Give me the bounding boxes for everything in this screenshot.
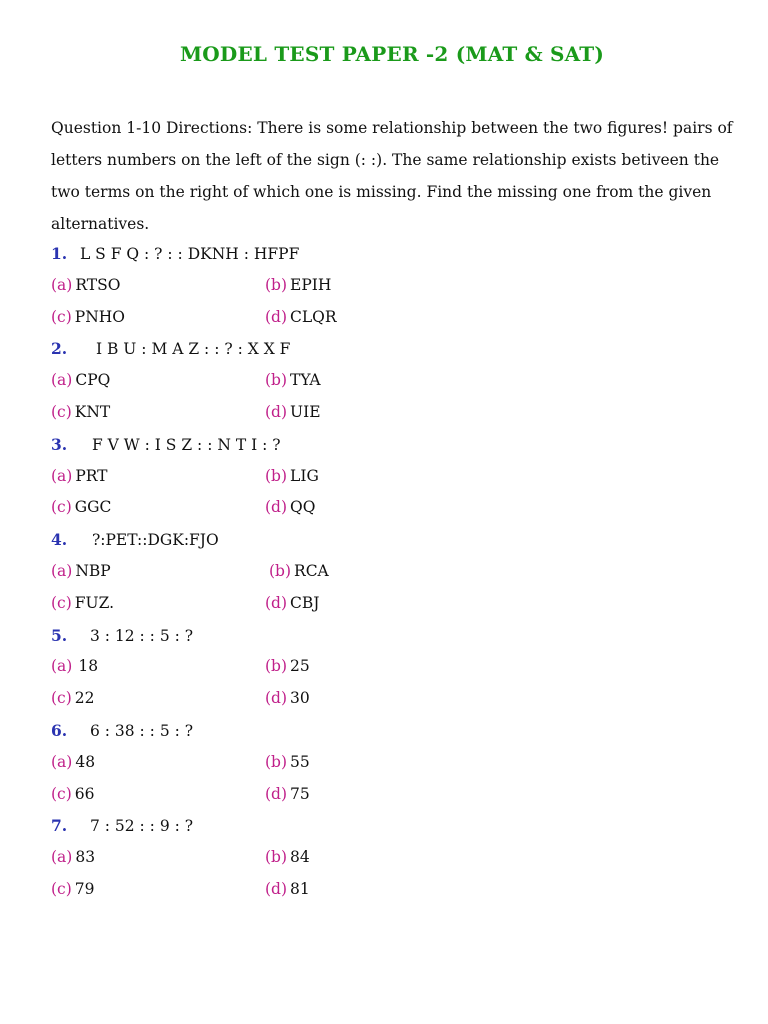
- option-value: GGC: [74, 498, 112, 517]
- question-line: [51, 810, 741, 842]
- option-d: [265, 683, 310, 715]
- option-value: 22: [74, 689, 95, 708]
- option-row: [51, 683, 741, 715]
- question-7: [51, 810, 741, 905]
- option-d: [265, 779, 310, 811]
- option-value: RTSO: [75, 275, 121, 294]
- option-d: [265, 588, 320, 620]
- option-value: 55: [290, 752, 310, 771]
- question-2: [51, 333, 741, 428]
- option-c: [51, 874, 95, 906]
- question-1: [51, 238, 741, 333]
- option-value: 18: [78, 657, 99, 676]
- option-label: (b): [265, 275, 288, 294]
- option-b: [265, 651, 310, 683]
- question-6: [51, 715, 741, 810]
- option-value: LIG: [290, 466, 319, 485]
- option-a: [51, 651, 98, 683]
- question-text: ?:PET::DGK:FJO: [91, 531, 219, 550]
- question-number: 4.: [51, 530, 68, 550]
- option-value: CPQ: [75, 371, 111, 390]
- option-row: [51, 874, 741, 906]
- question-line: [51, 620, 741, 652]
- option-d: [265, 492, 315, 524]
- option-label: (b): [265, 752, 288, 771]
- option-value: 83: [75, 848, 96, 867]
- option-label: (a): [51, 657, 73, 676]
- option-row: [51, 365, 741, 397]
- option-row: [51, 397, 741, 429]
- question-line: [51, 524, 741, 556]
- option-d: [265, 302, 337, 334]
- question-number: 5.: [51, 625, 68, 645]
- option-a: [51, 461, 108, 493]
- option-label: (d): [265, 879, 288, 898]
- question-line: [51, 238, 741, 270]
- option-a: [51, 747, 95, 779]
- option-c: [51, 302, 125, 334]
- option-value: 25: [290, 657, 310, 676]
- option-label: (a): [51, 275, 73, 294]
- question-text: L S F Q : ? : : DKNH : HFPF: [79, 245, 300, 263]
- option-d: [265, 397, 321, 429]
- option-label: (c): [51, 593, 72, 612]
- option-c: [51, 683, 95, 715]
- question-line: [51, 429, 741, 461]
- option-value: PRT: [75, 466, 108, 485]
- option-b: [265, 270, 331, 302]
- option-label: (c): [51, 307, 72, 326]
- option-label: (a): [51, 371, 73, 390]
- option-label: (d): [265, 402, 288, 421]
- option-label: (b): [265, 466, 288, 485]
- option-row: [51, 302, 741, 334]
- option-value: EPIH: [290, 275, 332, 294]
- option-value: PNHO: [74, 307, 125, 326]
- question-text: F V W : I S Z : : N T I : ?: [91, 435, 281, 454]
- option-value: RCA: [294, 561, 329, 580]
- option-value: TYA: [290, 371, 321, 390]
- option-value: UIE: [290, 402, 321, 421]
- option-value: CLQR: [290, 307, 337, 326]
- option-value: 75: [290, 784, 310, 803]
- directions-paragraph: Question 1-10 Directions: There is some relationship between the two figures! pairs of letters numbers on the left of the sign (: :). The same relationship exists betiveen the two terms on the right of which one is missing. Find the missing one from the given alternatives.: [51, 119, 733, 233]
- question-number: 3.: [51, 434, 68, 454]
- option-a: [51, 842, 95, 874]
- option-b: [265, 842, 310, 874]
- option-label: (b): [265, 371, 288, 390]
- option-a: [51, 270, 120, 302]
- option-a: [51, 556, 111, 588]
- option-value: KNT: [74, 402, 111, 421]
- option-d: [265, 874, 310, 906]
- question-number: 7.: [51, 816, 68, 836]
- option-label: (c): [51, 784, 72, 803]
- question-number: 2.: [51, 339, 68, 359]
- question-4: [51, 524, 741, 619]
- option-label: (c): [51, 402, 72, 421]
- option-value: CBJ: [290, 593, 320, 612]
- option-label: (d): [265, 784, 288, 803]
- option-c: [51, 397, 110, 429]
- option-b: [265, 461, 319, 493]
- option-row: [51, 492, 741, 524]
- page-title: MODEL TEST PAPER -2 (MAT & SAT): [179, 42, 605, 66]
- option-value: 81: [290, 879, 310, 898]
- option-row: [51, 651, 741, 683]
- option-label: (d): [265, 498, 288, 517]
- option-value: 84: [290, 848, 310, 867]
- question-5: [51, 620, 741, 715]
- option-row: [51, 461, 741, 493]
- option-b: [269, 556, 329, 588]
- option-a: [51, 365, 110, 397]
- question-list: [51, 238, 741, 906]
- question-text: 6 : 38 : : 5 : ?: [89, 721, 194, 740]
- option-value: 79: [74, 879, 95, 898]
- question-line: [51, 715, 741, 747]
- option-label: (c): [51, 689, 72, 708]
- option-label: (a): [51, 466, 73, 485]
- question-3: [51, 429, 741, 524]
- option-label: (c): [51, 879, 72, 898]
- option-value: QQ: [290, 498, 316, 517]
- option-label: (b): [265, 848, 288, 867]
- option-label: (a): [51, 848, 73, 867]
- option-b: [265, 747, 310, 779]
- option-label: (d): [265, 307, 288, 326]
- option-value: 66: [74, 784, 95, 803]
- question-number: 6.: [51, 720, 68, 740]
- question-number: 1.: [51, 244, 68, 263]
- option-c: [51, 779, 95, 811]
- option-value: NBP: [75, 561, 111, 580]
- option-label: (a): [51, 752, 73, 771]
- option-c: [51, 588, 114, 620]
- option-row: [51, 270, 741, 302]
- option-label: (b): [265, 657, 288, 676]
- option-label: (b): [269, 561, 292, 580]
- option-label: (d): [265, 593, 288, 612]
- option-value: FUZ.: [74, 593, 115, 612]
- option-c: [51, 492, 111, 524]
- option-row: [51, 747, 741, 779]
- option-row: [51, 556, 741, 588]
- question-line: [51, 333, 741, 365]
- option-b: [265, 365, 321, 397]
- option-value: 30: [290, 689, 310, 708]
- option-row: [51, 842, 741, 874]
- option-label: (d): [265, 689, 288, 708]
- question-text: I B U : M A Z : : ? : X X F: [95, 340, 291, 359]
- option-row: [51, 779, 741, 811]
- option-label: (a): [51, 561, 73, 580]
- option-label: (c): [51, 498, 72, 517]
- option-row: [51, 588, 741, 620]
- option-value: 48: [75, 752, 96, 771]
- question-text: 3 : 12 : : 5 : ?: [89, 626, 194, 645]
- question-text: 7 : 52 : : 9 : ?: [89, 817, 194, 836]
